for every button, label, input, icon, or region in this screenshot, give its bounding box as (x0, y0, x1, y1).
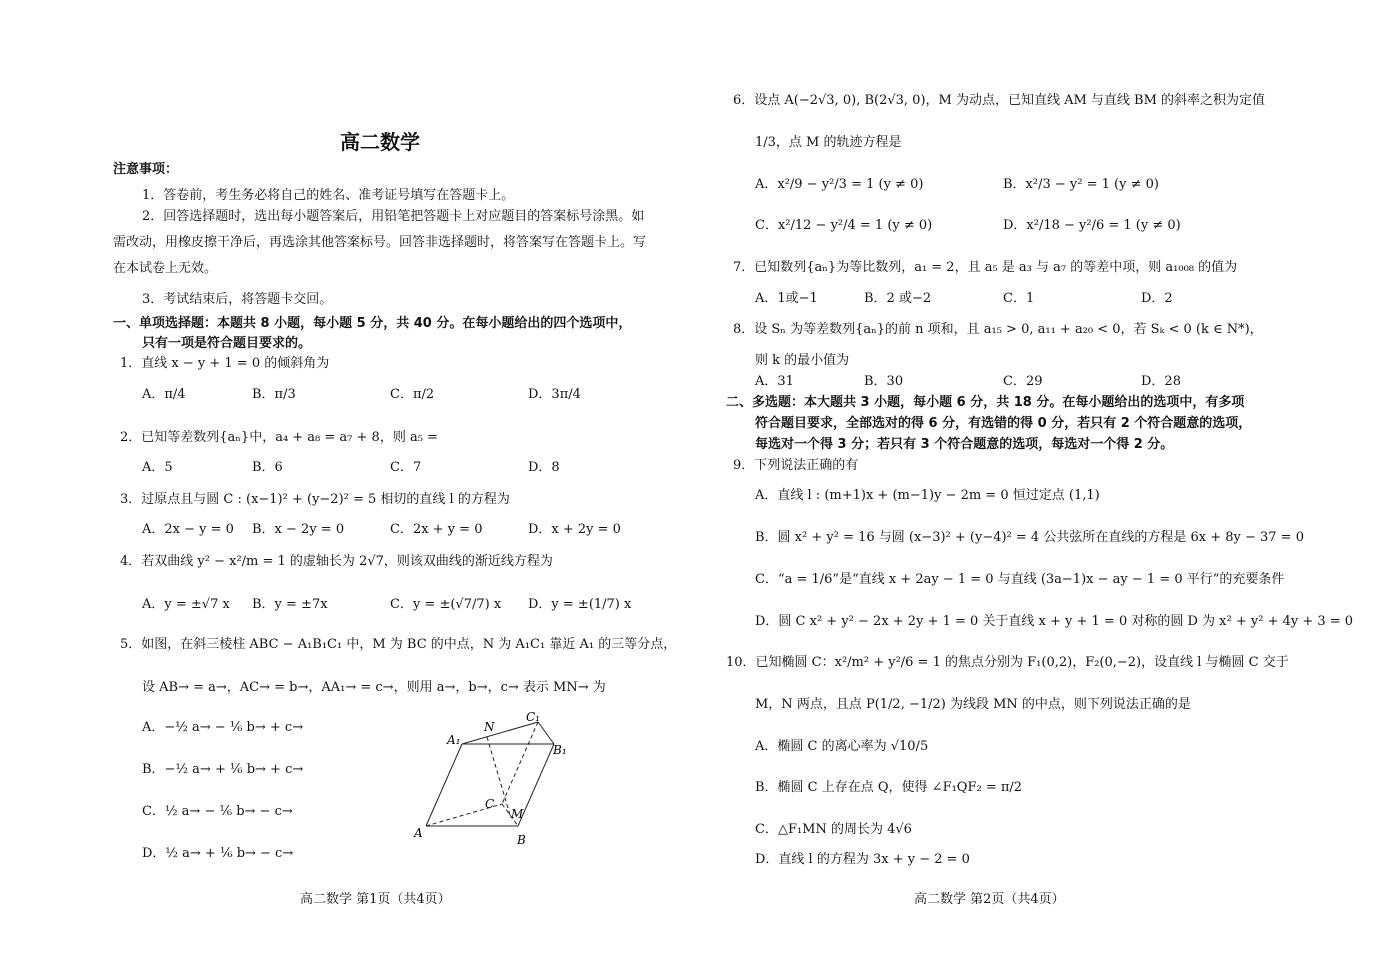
q2-option-b: B．6 (252, 460, 283, 475)
notice-3: 3．考试结束后，将答题卡交回。 (142, 292, 333, 307)
q7-option-c: C．1 (1003, 291, 1035, 306)
section2-heading-line2: 符合题目要求，全部选对的得 6 分，有选错的得 0 分，若只有 2 个符合题意的选项， (755, 416, 1252, 431)
label-c: C (485, 797, 495, 811)
prism-figure (405, 700, 585, 850)
section1-heading-line2: 只有一项是符合题目要求的。 (142, 336, 312, 351)
q8-option-b: B．30 (864, 374, 904, 389)
q9-stem: 9．下列说法正确的有 (733, 458, 859, 473)
q4-option-d: D．y = ±(1/7) x (528, 597, 632, 612)
q8-option-d: D．28 (1141, 374, 1181, 389)
q9-option-c: C．“a = 1/6”是“直线 x + 2ay − 1 = 0 与直线 (3a−1)x − ay − 1 = 0 平行”的充要条件 (755, 572, 1285, 587)
q10-option-a: A．椭圆 C 的离心率为 √10/5 (755, 739, 929, 754)
notice-2: 2．回答选择题时，选出每小题答案后，用铅笔把答题卡上对应题目的答案标号涂黑。如需改动，用橡皮擦干净后，再选涂其他答案标号。回答非选择题时，将答案写在答题卡上。写在本试卷上无效。 (113, 209, 647, 276)
q2-option-a: A．5 (142, 460, 173, 475)
q10-stem-line1: 10．已知椭圆 C：x²/m² + y²/6 = 1 的焦点分别为 F₁(0,2)，F₂(0,−2)，设直线 l 与椭圆 C 交于 (726, 655, 1289, 670)
q5-stem-line2: 设 AB→ = a→，AC→ = b→，AA₁→ = c→，则用 a→，b→，c→ 表示 MN→ 为 (142, 680, 606, 695)
q7-option-d: D．2 (1141, 291, 1173, 306)
label-a: A (414, 826, 423, 840)
q4-option-c: C．y = ±(√7/7) x (390, 597, 502, 612)
q10-option-b: B．椭圆 C 上存在点 Q，使得 ∠F₁QF₂ = π/2 (755, 780, 1023, 795)
q8-stem-line2: 则 k 的最小值为 (755, 353, 850, 368)
q1-option-a: A．π/4 (142, 387, 186, 402)
edge-c1b1 (538, 722, 554, 744)
q3-option-b: B．x − 2y = 0 (252, 522, 345, 537)
q10-option-c: C．△F₁MN 的周长为 4√6 (755, 822, 912, 837)
edge-a1c1 (462, 722, 538, 744)
label-a1: A₁ (447, 733, 461, 747)
q5-option-b: B．−½ a→ + ⅙ b→ + c→ (142, 762, 304, 777)
notice-1: 1．答卷前，考生务必将自己的姓名、准考证号填写在答题卡上。 (142, 188, 515, 203)
q6-stem-line1: 6．设点 A(−2√3, 0), B(2√3, 0)，M 为动点，已知直线 AM 与直线 BM 的斜率之积为定值 (733, 93, 1266, 108)
q3-stem: 3．过原点且与圆 C : (x−1)² + (y−2)² = 5 相切的直线 l 的方程为 (120, 492, 510, 507)
q6-option-c: C．x²/12 − y²/4 = 1 (y ≠ 0) (755, 218, 933, 233)
label-n: N (484, 720, 495, 734)
label-c1: C₁ (526, 710, 540, 724)
q10-stem-line2: M，N 两点，且点 P(1/2, −1/2) 为线段 MN 的中点，则下列说法正确的是 (755, 697, 1191, 712)
q3-option-a: A．2x − y = 0 (142, 522, 234, 537)
q3-option-c: C．2x + y = 0 (390, 522, 483, 537)
q6-option-a: A．x²/9 − y²/3 = 1 (y ≠ 0) (755, 177, 924, 192)
q5-stem-line1: 5．如图，在斜三棱柱 ABC − A₁B₁C₁ 中，M 为 BC 的中点，N 为 A₁C₁ 靠近 A₁ 的三等分点， (120, 637, 677, 652)
section2-heading-line1: 二、多选题：本大题共 3 小题，每小题 6 分，共 18 分。在每小题给出的选项中，有多项 (726, 395, 1245, 410)
q1-stem: 1．直线 x − y + 1 = 0 的倾斜角为 (120, 356, 330, 371)
notice-heading: 注意事项： (113, 162, 179, 177)
q2-stem: 2．已知等差数列{aₙ}中，a₄ + a₈ = a₇ + 8，则 a₅ = (120, 430, 438, 445)
q8-stem-line1: 8．设 Sₙ 为等差数列{aₙ}的前 n 项和，且 a₁₅ > 0, a₁₁ + a₂₀ < 0，若 Sₖ < 0 (k ∈ N*)， (733, 322, 1263, 337)
label-b1: B₁ (553, 743, 567, 757)
q4-option-a: A．y = ±√7 x (142, 597, 230, 612)
q6-option-b: B．x²/3 − y² = 1 (y ≠ 0) (1003, 177, 1159, 192)
q2-option-d: D．8 (528, 460, 560, 475)
q10-option-d: D．直线 l 的方程为 3x + y − 2 = 0 (755, 852, 970, 867)
q8-option-a: A．31 (755, 374, 794, 389)
q9-option-a: A．直线 l : (m+1)x + (m−1)y − 2m = 0 恒过定点 (1,1) (755, 488, 1100, 503)
section2-heading-line3: 每选对一个得 3 分；若只有 3 个符合题意的选项，每选对一个得 2 分。 (755, 437, 1174, 452)
q6-stem-line2: 1/3，点 M 的轨迹方程是 (755, 135, 902, 150)
page1-footer: 高二数学 第1页（共4页） (300, 892, 451, 907)
q8-option-c: C．29 (1003, 374, 1043, 389)
q3-option-d: D．x + 2y = 0 (528, 522, 621, 537)
edge-aa1 (426, 744, 462, 826)
q1-option-b: B．π/3 (252, 387, 296, 402)
q6-option-d: D．x²/18 − y²/6 = 1 (y ≠ 0) (1003, 218, 1181, 233)
q7-stem: 7．已知数列{aₙ}为等比数列，a₁ = 2，且 a₅ 是 a₃ 与 a₇ 的等差中项，则 a₁₀₀₈ 的值为 (733, 260, 1238, 275)
label-m: M (511, 807, 524, 821)
q5-option-a: A．−½ a→ − ⅙ b→ + c→ (142, 720, 304, 735)
label-b: B (517, 833, 526, 847)
q5-option-c: C．½ a→ − ⅙ b→ − c→ (142, 804, 293, 819)
q7-option-b: B．2 或−2 (864, 291, 932, 306)
q5-option-d: D．½ a→ + ⅙ b→ − c→ (142, 846, 294, 861)
page-title: 高二数学 (340, 130, 420, 154)
q9-option-b: B．圆 x² + y² = 16 与圆 (x−3)² + (y−4)² = 4 公共弦所在直线的方程是 6x + 8y − 37 = 0 (755, 530, 1304, 545)
section1-heading-line1: 一、单项选择题：本题共 8 小题，每小题 5 分，共 40 分。在每小题给出的四个选项中， (113, 316, 632, 331)
q7-option-a: A．1或−1 (755, 291, 818, 306)
page2-footer: 高二数学 第2页（共4页） (914, 892, 1065, 907)
q4-option-b: B．y = ±7x (252, 597, 328, 612)
q2-option-c: C．7 (390, 460, 422, 475)
q1-option-d: D．3π/4 (528, 387, 581, 402)
q1-option-c: C．π/2 (390, 387, 435, 402)
q9-option-d: D．圆 C x² + y² − 2x + 2y + 1 = 0 关于直线 x + y + 1 = 0 对称的圆 D 为 x² + y² + 4y + 3 = 0 (755, 614, 1354, 629)
q4-stem: 4．若双曲线 y² − x²/m = 1 的虚轴长为 2√7，则该双曲线的渐近线方程为 (120, 554, 553, 569)
